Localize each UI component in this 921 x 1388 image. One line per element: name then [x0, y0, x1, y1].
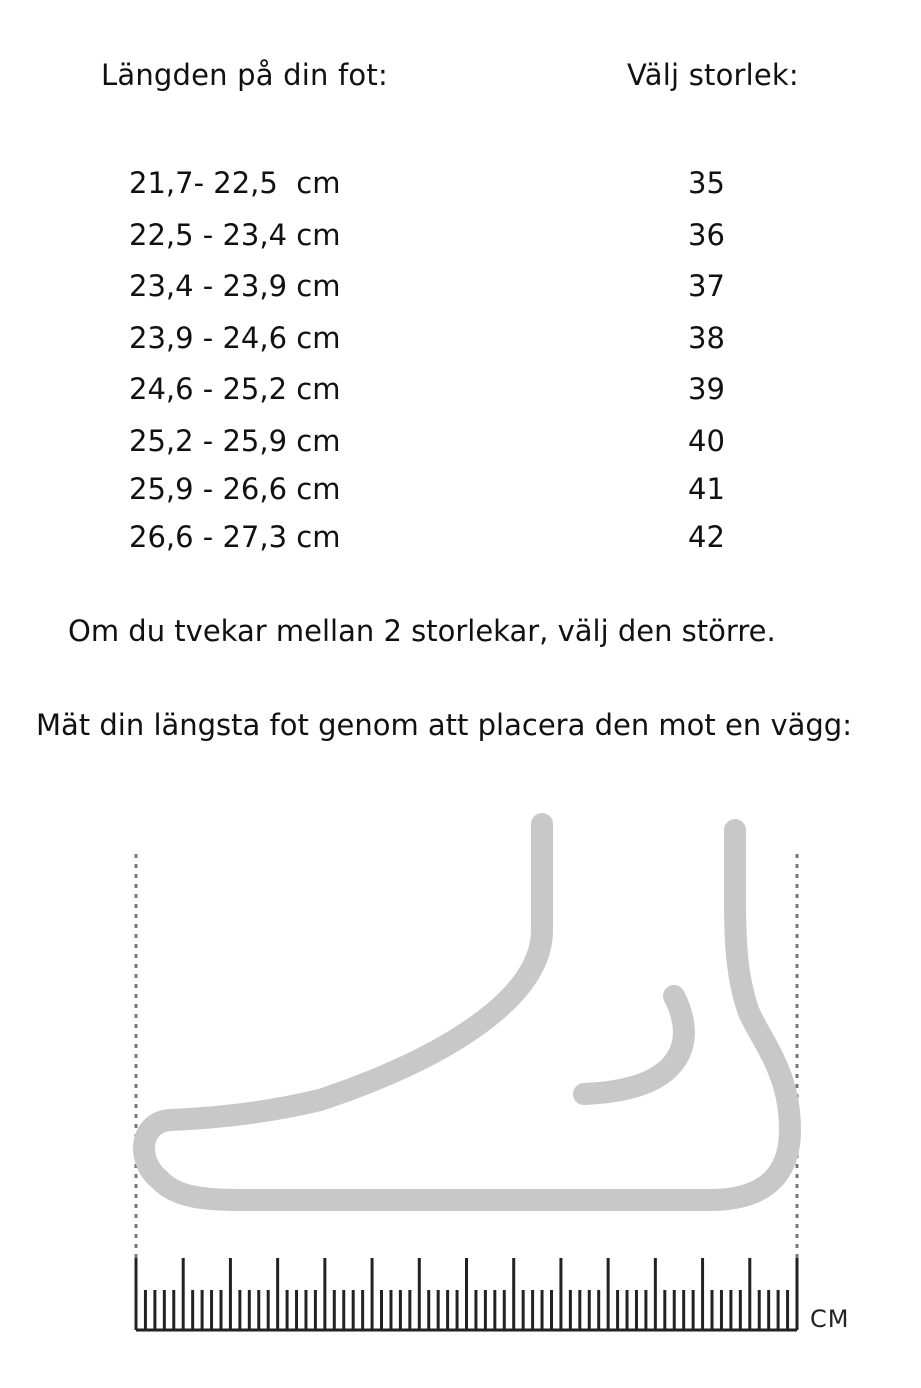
table-row [0, 166, 921, 206]
table-row [0, 520, 921, 560]
ruler-unit-label: CM [810, 1305, 850, 1333]
foot-length-range: 25,2 - 25,9 cm [129, 424, 341, 458]
foot-length-range: 24,6 - 25,2 cm [129, 372, 341, 406]
shoe-size: 38 [688, 321, 725, 355]
foot-length-range: 26,6 - 27,3 cm [129, 520, 341, 554]
foot-length-range: 22,5 - 23,4 cm [129, 218, 341, 252]
foot-length-range: 21,7- 22,5 cm [129, 166, 341, 200]
table-row [0, 269, 921, 309]
shoe-size: 35 [688, 166, 725, 200]
size-advice-note: Om du tvekar mellan 2 storlekar, välj den större. [68, 614, 776, 648]
shoe-size: 42 [688, 520, 725, 554]
foot-length-range: 23,9 - 24,6 cm [129, 321, 341, 355]
ruler-ticks [136, 1258, 797, 1330]
shoe-size: 41 [688, 472, 725, 506]
foot-length-range: 23,4 - 23,9 cm [129, 269, 341, 303]
table-row [0, 218, 921, 258]
measure-instruction: Mät din längsta fot genom att placera den mot en vägg: [36, 708, 852, 742]
shoe-size: 40 [688, 424, 725, 458]
table-row [0, 424, 921, 464]
table-row [0, 472, 921, 512]
shoe-size: 39 [688, 372, 725, 406]
foot-length-range: 25,9 - 26,6 cm [129, 472, 341, 506]
shoe-size: 37 [688, 269, 725, 303]
ruler [136, 1258, 797, 1330]
header-choose-size: Välj storlek: [627, 58, 799, 92]
shoe-size: 36 [688, 218, 725, 252]
foot-measure-illustration [0, 800, 921, 1360]
table-row [0, 321, 921, 361]
header-foot-length: Längden på din fot: [101, 58, 388, 92]
table-row [0, 372, 921, 412]
foot-icon [144, 824, 790, 1200]
